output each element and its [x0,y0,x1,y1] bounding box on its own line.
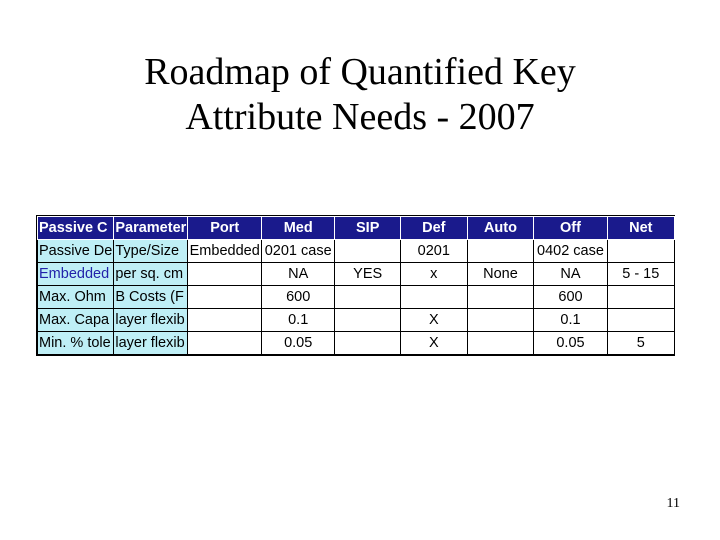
table-cell: B Costs (F [114,286,188,309]
table-cell [607,309,674,332]
table-cell: Min. % tole [38,332,114,355]
table-row [38,332,675,355]
header-cell: Off [534,217,607,240]
title-line-2: Attribute Needs - 2007 [185,96,535,138]
table-cell [467,332,534,355]
table-cell: NA [534,263,607,286]
table-row [38,240,675,263]
title-line-1: Roadmap of Quantified Key [144,51,576,93]
table-cell [467,286,534,309]
table-cell: x [401,263,467,286]
table-cell: Embedded [188,240,262,263]
table-cell: 600 [534,286,607,309]
table-cell: X [401,309,467,332]
table-cell: NA [262,263,335,286]
table-cell: 0.1 [534,309,607,332]
table-cell: 5 [607,332,674,355]
table-cell [335,240,401,263]
table-cell: Max. Ohm [38,286,114,309]
table-cell: layer flexib [114,309,188,332]
table-row [38,263,675,286]
table-cell: None [467,263,534,286]
table-header-row [38,217,675,240]
header-cell: Med [262,217,335,240]
table-cell [188,286,262,309]
header-cell: Def [401,217,467,240]
roadmap-table-container [36,215,675,356]
table-cell: 0201 [401,240,467,263]
header-cell: Net [607,217,674,240]
table-row [38,286,675,309]
header-cell: Parameter [114,217,188,240]
roadmap-table [37,216,675,355]
page-number: 11 [666,496,680,511]
table-cell: 0402 case [534,240,607,263]
table-cell: X [401,332,467,355]
header-cell: Passive C [38,217,114,240]
table-cell [188,332,262,355]
table-row [38,309,675,332]
slide-title [60,50,660,140]
table-cell: Type/Size [114,240,188,263]
table-cell: 0.1 [262,309,335,332]
table-cell: 0.05 [534,332,607,355]
table-cell: 0.05 [262,332,335,355]
table-cell [467,309,534,332]
table-cell [335,332,401,355]
table-cell: Max. Capa [38,309,114,332]
table-cell [188,309,262,332]
header-cell: Port [188,217,262,240]
table-cell [188,263,262,286]
table-cell [607,240,674,263]
table-cell [335,309,401,332]
table-cell [401,286,467,309]
table-cell: Passive De [38,240,114,263]
header-cell: SIP [335,217,401,240]
table-cell: YES [335,263,401,286]
table-cell: per sq. cm [114,263,188,286]
header-cell: Auto [467,217,534,240]
table-cell: 5 - 15 [607,263,674,286]
table-cell [335,286,401,309]
table-cell: 0201 case [262,240,335,263]
table-cell: layer flexib [114,332,188,355]
table-cell [467,240,534,263]
table-cell: 600 [262,286,335,309]
table-cell: Embedded [38,263,114,286]
table-cell [607,286,674,309]
